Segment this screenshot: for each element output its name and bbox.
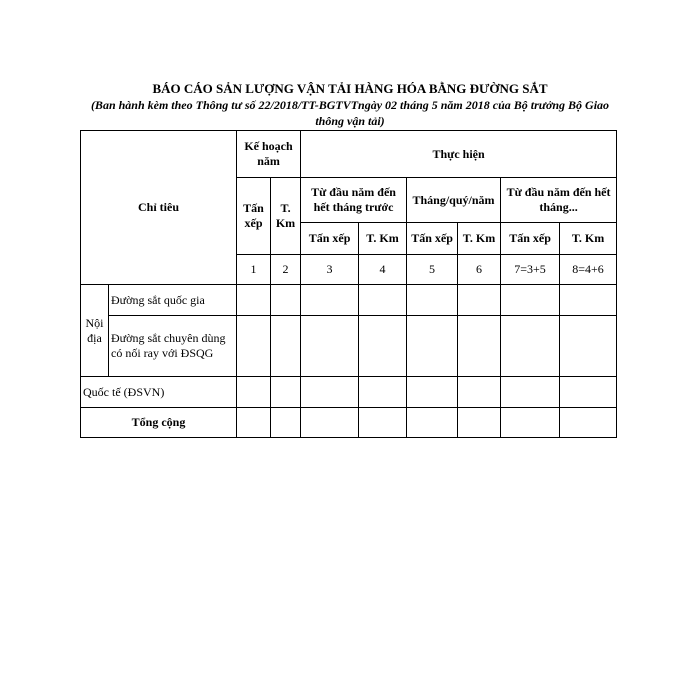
- table-cell: [359, 316, 407, 377]
- row-label-noi-dia: Nội địa: [81, 285, 109, 377]
- table-cell: [560, 408, 617, 438]
- column-number: 8=4+6: [560, 255, 617, 285]
- table-cell: [301, 285, 359, 316]
- table-cell: [407, 377, 458, 408]
- table-cell: [301, 316, 359, 377]
- table-cell: [407, 408, 458, 438]
- report-subtitle: (Ban hành kèm theo Thông tư số 22/2018/TT-BGTVTngày 02 tháng 5 năm 2018 của Bộ trưởng Bộ Giao thông vận tải): [90, 98, 610, 128]
- column-number: 6: [458, 255, 501, 285]
- column-number: 7=3+5: [501, 255, 560, 285]
- row-label-duong-sat-quoc-gia: Đường sắt quốc gia: [109, 285, 237, 316]
- table-cell: [458, 408, 501, 438]
- header-t-km-4: T. Km: [359, 223, 407, 255]
- column-number: 5: [407, 255, 458, 285]
- report-table: [80, 130, 617, 438]
- table-cell: [501, 377, 560, 408]
- header-thuc-hien: Thực hiện: [301, 131, 617, 178]
- table-cell: [237, 377, 271, 408]
- table-cell: [501, 408, 560, 438]
- table-cell: [237, 316, 271, 377]
- column-number: 1: [237, 255, 271, 285]
- header-t-km-plan: T. Km: [271, 178, 301, 255]
- table-cell: [301, 408, 359, 438]
- table-cell: [458, 316, 501, 377]
- table-cell: [301, 377, 359, 408]
- table-cell: [501, 285, 560, 316]
- header-tu-dau-nam-thang-truoc: Từ đầu năm đến hết tháng trước: [301, 178, 407, 223]
- header-ke-hoach-nam: Kế hoạch năm: [237, 131, 301, 178]
- table-cell: [501, 316, 560, 377]
- row-label-duong-sat-chuyen-dung: Đường sắt chuyên dùng có nối ray với ĐSQG: [109, 316, 237, 377]
- row-label-quoc-te: Quốc tế (ĐSVN): [81, 377, 237, 408]
- table-cell: [359, 285, 407, 316]
- header-tan-xep-plan: Tấn xếp: [237, 178, 271, 255]
- table-cell: [237, 285, 271, 316]
- column-number: 2: [271, 255, 301, 285]
- row-label-tong-cong: Tổng cộng: [81, 408, 237, 438]
- header-tan-xep-5: Tấn xếp: [407, 223, 458, 255]
- column-number: 4: [359, 255, 407, 285]
- column-number: 3: [301, 255, 359, 285]
- table-cell: [560, 285, 617, 316]
- header-t-km-8: T. Km: [560, 223, 617, 255]
- table-cell: [407, 316, 458, 377]
- table-cell: [560, 316, 617, 377]
- table-cell: [458, 285, 501, 316]
- header-t-km-6: T. Km: [458, 223, 501, 255]
- header-tu-dau-nam-het-thang: Từ đầu năm đến hết tháng...: [501, 178, 617, 223]
- table-cell: [560, 377, 617, 408]
- table-cell: [271, 408, 301, 438]
- table-cell: [271, 285, 301, 316]
- table-cell: [407, 285, 458, 316]
- header-thang-quy-nam: Tháng/quý/năm: [407, 178, 501, 223]
- table-cell: [359, 377, 407, 408]
- table-cell: [237, 408, 271, 438]
- table-cell: [458, 377, 501, 408]
- header-tan-xep-7: Tấn xếp: [501, 223, 560, 255]
- header-chi-tieu: Chỉ tiêu: [81, 131, 237, 285]
- table-cell: [271, 316, 301, 377]
- table-cell: [271, 377, 301, 408]
- header-tan-xep-3: Tấn xếp: [301, 223, 359, 255]
- report-title: BÁO CÁO SẢN LƯỢNG VẬN TẢI HÀNG HÓA BẰNG ĐƯỜNG SẮT: [152, 81, 548, 96]
- table-cell: [359, 408, 407, 438]
